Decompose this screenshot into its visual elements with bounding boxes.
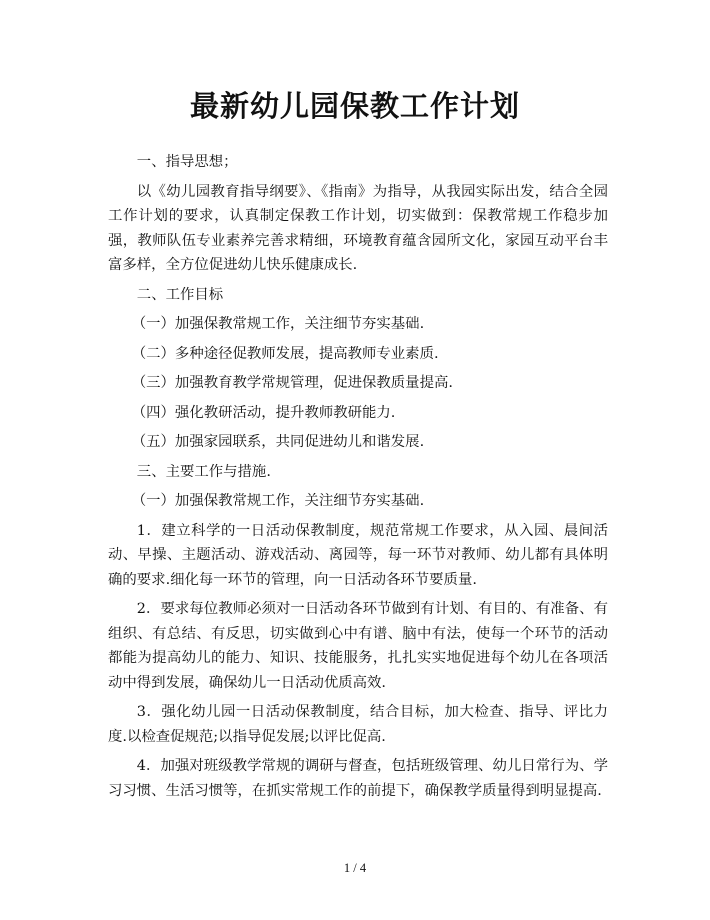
- section-heading-main-work: 三、主要工作与措施.: [136, 463, 271, 480]
- document-title: 最新幼儿园保教工作计划: [189, 89, 520, 123]
- measure-paragraph-4: 4．加强对班级教学常规的调研与督查，包括班级管理、幼儿日常行为、学习习惯、生活习惯等，在抓实常规工作的前提下，确保教学质量得到明显提高.: [108, 758, 608, 799]
- goal-item-3: （三）加强教育教学常规管理，促进保教质量提高.: [131, 375, 453, 391]
- goal-item-1: （一）加强保教常规工作，关注细节夯实基础.: [131, 316, 425, 332]
- measure-paragraph-1: 1．建立科学的一日活动保教制度，规范常规工作要求，从入园、晨间活动、早操、主题活动、游戏活动、离园等，每一环节对教师、幼儿都有具体明确的要求.细化每一环节的管理，向一日活动各环节要质量.: [108, 522, 608, 588]
- section-heading-guiding-ideology: 一、指导思想；: [136, 154, 238, 170]
- goal-item-2: （二）多种途径促教师发展，提高教师专业素质.: [131, 345, 439, 362]
- subsection-heading-1: （一）加强保教常规工作，关注细节夯实基础.: [131, 493, 425, 509]
- goal-item-4: （四）强化教研活动，提升教师教研能力.: [131, 404, 396, 421]
- measure-paragraph-2: 2．要求每位教师必须对一日活动各环节做到有计划、有目的、有准备、有组织、有总结、有反思，切实做到心中有谱、脑中有法，使每一个环节的活动都能为提高幼儿的能力、知识、技能服务，扎扎实实地促进每个幼儿在各项活动中得到发展，确保幼儿一日活动优质高效.: [108, 601, 608, 691]
- goal-item-5: （五）加强家园联系，共同促进幼儿和谐发展.: [131, 434, 425, 450]
- document-body: [108, 150, 608, 808]
- paragraph-guiding-ideology: 以《幼儿园教育指导纲要》、《指南》为指导，从我园实际出发，结合全园工作计划的要求，认真制定保教工作计划，切实做到：保教常规工作稳步加强，教师队伍专业素养完善求精细，环境教育蕴含园所文化，家园互动平台丰富多样，全方位促进幼儿快乐健康成长.: [108, 183, 608, 273]
- page-number: 1 / 4: [343, 861, 367, 875]
- measure-paragraph-3: 3．强化幼儿园一日活动保教制度，结合目标，加大检查、指导、评比力度.以检查促规范;以指导促发展;以评比促高.: [108, 704, 608, 745]
- section-heading-work-goals: 二、工作目标: [136, 286, 224, 303]
